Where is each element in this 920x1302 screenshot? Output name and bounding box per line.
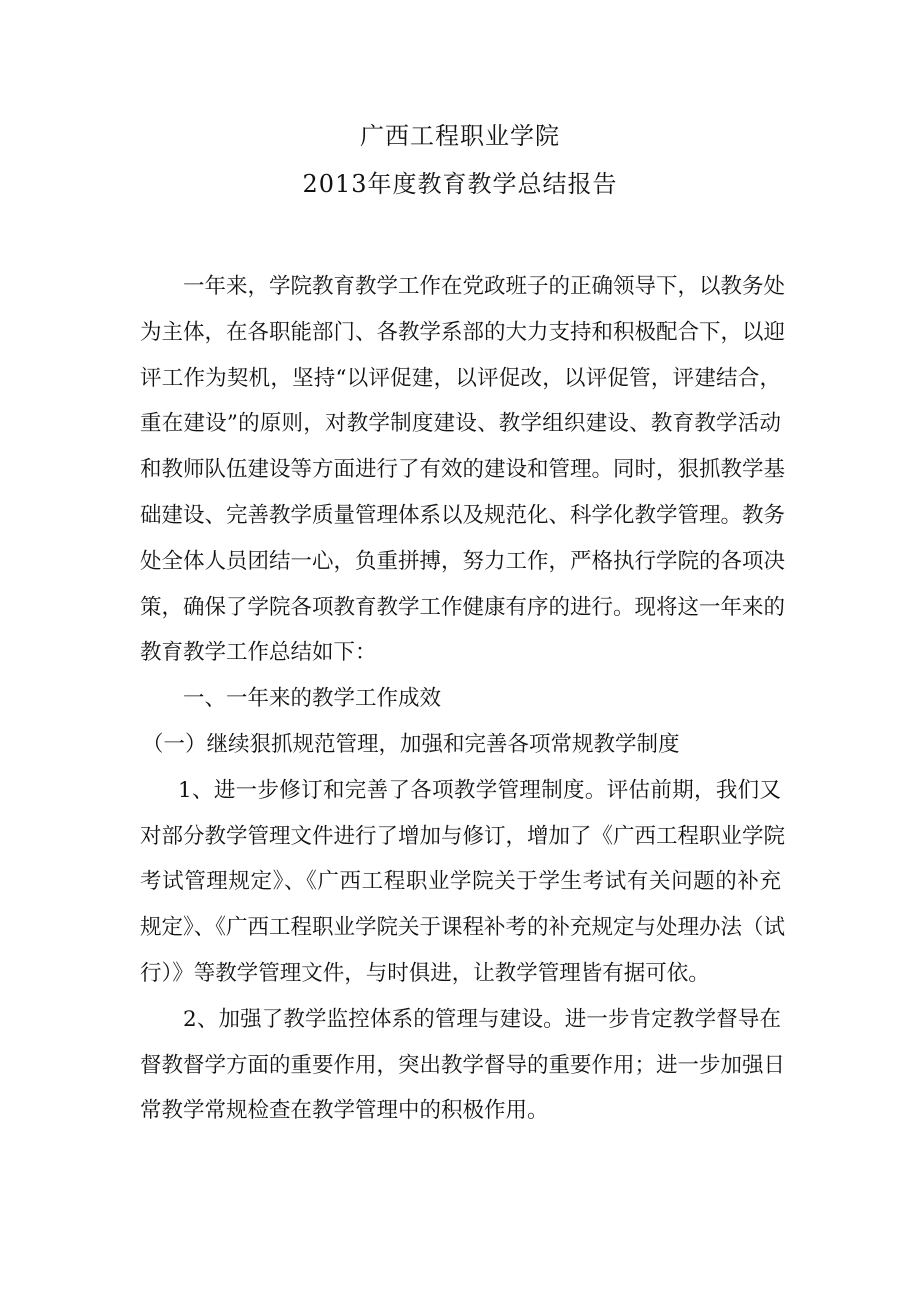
text-line: 重在建设”的原则，对教学制度建设、教学组织建设、教育教学活动 (140, 411, 781, 437)
title-institution: 广西工程职业学院 (360, 122, 560, 150)
text-line: 常教学常规检查在教学管理中的积极作用。 (140, 1098, 549, 1124)
text-line: 2、加强了教学监控体系的管理与建设。进一步肯定教学督导在 (183, 1006, 781, 1032)
section-heading: 一、一年来的教学工作成效 (183, 686, 442, 712)
text-line: 一年来，学院教育教学工作在党政班子的正确领导下，以教务处 (183, 274, 786, 299)
text-line: 对部分教学管理文件进行了增加与修订，增加了《广西工程职业学院 (140, 823, 786, 849)
intro-paragraph (140, 264, 786, 676)
document-body (140, 264, 786, 1134)
text-line: 评工作为契机，坚持“以评促建，以评促改，以评促管，评建结合， (140, 365, 781, 391)
text-line: 规定》、《广西工程职业学院关于课程补考的补充规定与处理办法（试 (140, 915, 786, 941)
item-1-paragraph (140, 768, 786, 997)
text-line: 行）》等教学管理文件，与时俱进，让教学管理皆有据可依。 (140, 960, 710, 986)
document-title (0, 112, 920, 208)
text-line: 教育教学工作总结如下： (140, 640, 377, 666)
text-line: 处全体人员团结一心，负重拼搏，努力工作，严格执行学院的各项决 (140, 548, 786, 574)
item-2-paragraph (140, 997, 786, 1134)
text-line: 为主体，在各职能部门、各教学系部的大力支持和积极配合下，以迎 (140, 319, 786, 345)
text-line: 础建设、完善教学质量管理体系以及规范化、科学化教学管理。教务 (140, 502, 786, 528)
text-line: 1、进一步修订和完善了各项教学管理制度。评估前期，我们又 (178, 777, 781, 803)
subsection-heading: （一）继续狠抓规范管理，加强和完善各项常规教学制度 (142, 731, 680, 757)
title-report: 2013年度教育教学总结报告 (302, 170, 618, 198)
text-line: 策，确保了学院各项教育教学工作健康有序的进行。现将这一年来的 (140, 594, 786, 620)
text-line: 考试管理规定》、《广西工程职业学院关于学生考试有关问题的补充 (140, 869, 781, 895)
text-line: 和教师队伍建设等方面进行了有效的建设和管理。同时，狠抓教学基 (140, 457, 786, 483)
text-line: 督教督学方面的重要作用，突出教学督导的重要作用；进一步加强日 (140, 1052, 786, 1078)
